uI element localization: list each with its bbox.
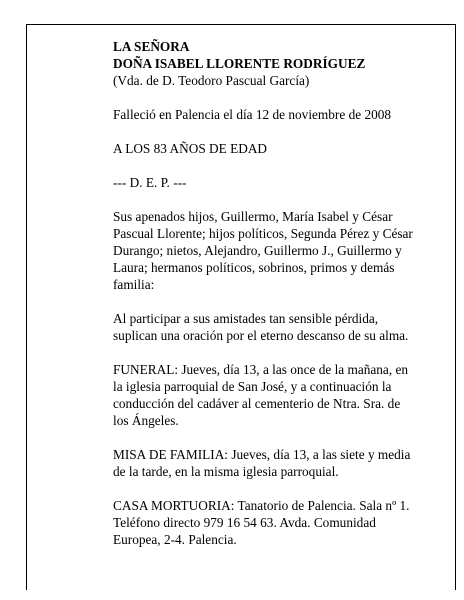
widow-of: (Vda. de D. Teodoro Pascual García) — [113, 73, 310, 88]
funeral-paragraph: FUNERAL: Jueves, día 13, a las once de la mañana, en la iglesia parroquial de San José, y a continuación la conducción del cadáver al cementerio de Ntra. Sra. de los Ángeles. — [113, 362, 409, 428]
death-statement: Falleció en Palencia el día 12 de noviembre de 2008 — [113, 107, 392, 122]
request-paragraph: Al participar a sus amistades tan sensible pérdida, suplican una oración por el eterno descanso de su alma. — [113, 311, 409, 343]
deceased-name: DOÑA ISABEL LLORENTE RODRÍGUEZ — [113, 56, 366, 71]
heading-title: LA SEÑORA — [113, 39, 190, 54]
age-statement: A LOS 83 AÑOS DE EDAD — [113, 141, 268, 156]
rest-in-peace: --- D. E. P. --- — [113, 175, 187, 190]
funeral-home-paragraph: CASA MORTUORIA: Tanatorio de Palencia. Sala nº 1. Teléfono directo 979 16 54 63. Avda. Comunidad Europea, 2-4. Palencia. — [113, 498, 410, 547]
family-paragraph: Sus apenados hijos, Guillermo, María Isabel y César Pascual Llorente; hijos políticos, Segunda Pérez y César Durango; nietos, Alejandro, Guillermo J., Guillermo y Laura; hermanos políticos, sobrinos, primos y demás familia: — [113, 209, 413, 292]
obituary-notice — [113, 38, 413, 548]
family-mass-paragraph: MISA DE FAMILIA: Jueves, día 13, a las siete y media de la tarde, en la misma iglesia parroquial. — [113, 447, 411, 479]
